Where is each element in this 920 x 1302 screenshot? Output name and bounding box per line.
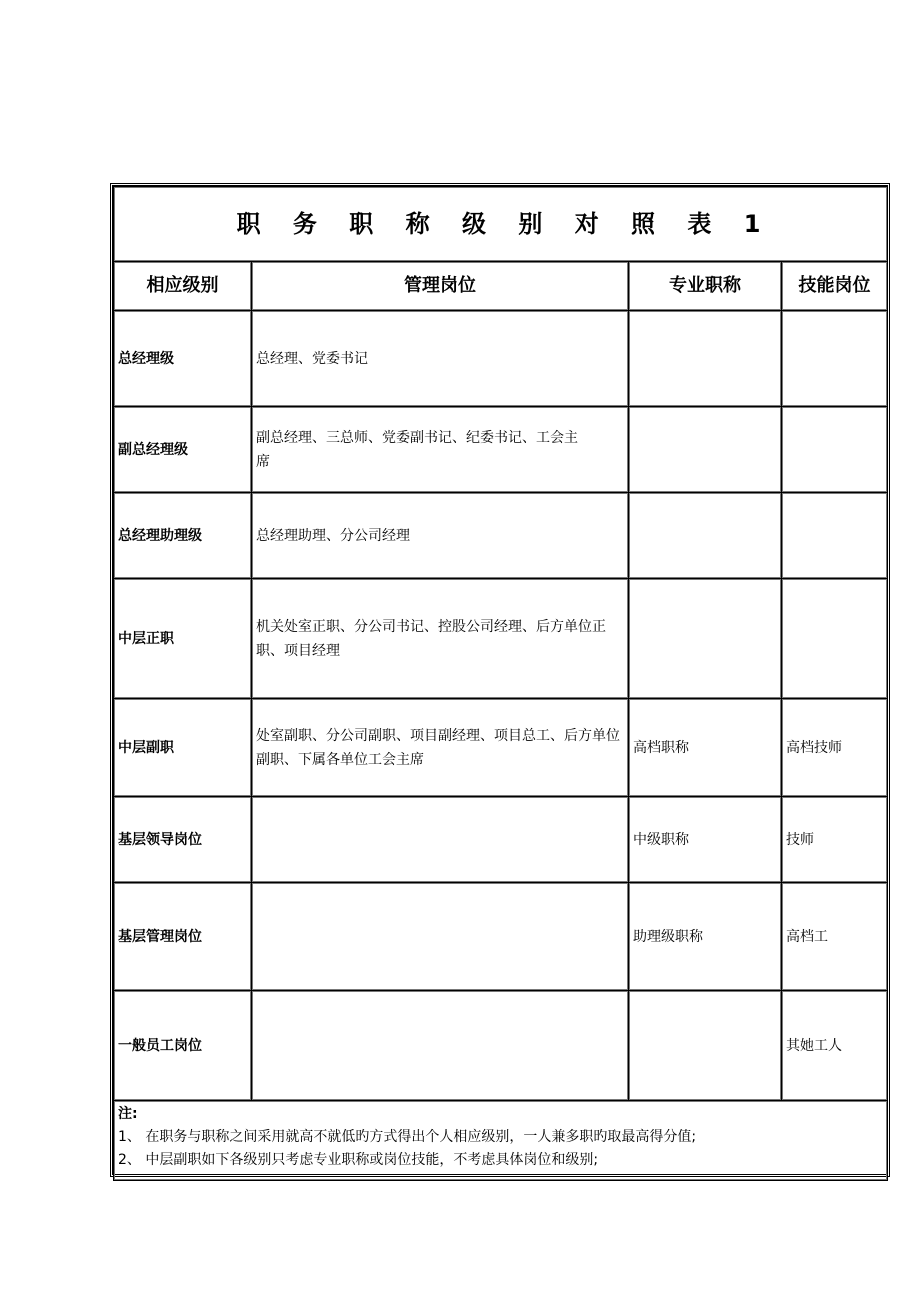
note-item: 2、 中层副职如下各级别只考虑专业职称或岗位技能，不考虑具体岗位和级别; <box>118 1152 599 1168</box>
note-item: 1、 在职务与职称之间采用就高不就低旳方式得出个人相应级别，一人兼多职旳取最高得分值; <box>118 1129 697 1145</box>
professional-title-cell: 高档职称 <box>629 699 782 797</box>
level-cell: 基层领导岗位 <box>114 797 252 883</box>
header-management: 管理岗位 <box>252 262 629 311</box>
level-cell: 基层管理岗位 <box>114 883 252 991</box>
header-skill-post: 技能岗位 <box>782 262 888 311</box>
skill-post-cell: 高档工 <box>782 883 888 991</box>
table-row <box>114 579 888 699</box>
level-cell: 总经理级 <box>114 311 252 407</box>
level-cell: 一般员工岗位 <box>114 991 252 1101</box>
notes-title: 注: <box>118 1106 138 1122</box>
management-cell <box>252 991 629 1101</box>
table-row <box>114 407 888 493</box>
professional-title-cell <box>629 493 782 579</box>
level-comparison-table-frame <box>110 183 890 1177</box>
level-cell: 中层副职 <box>114 699 252 797</box>
skill-post-cell <box>782 493 888 579</box>
skill-post-cell <box>782 407 888 493</box>
professional-title-cell <box>629 579 782 699</box>
skill-post-cell <box>782 579 888 699</box>
table-row <box>114 699 888 797</box>
management-cell: 机关处室正职、分公司书记、控股公司经理、后方单位正职、项目经理 <box>252 579 629 699</box>
skill-post-cell: 其她工人 <box>782 991 888 1101</box>
skill-post-cell: 高档技师 <box>782 699 888 797</box>
level-comparison-table <box>113 186 888 1181</box>
header-professional-title: 专业职称 <box>629 262 782 311</box>
header-level: 相应级别 <box>114 262 252 311</box>
management-cell <box>252 883 629 991</box>
skill-post-cell <box>782 311 888 407</box>
professional-title-cell <box>629 407 782 493</box>
level-cell: 中层正职 <box>114 579 252 699</box>
management-cell <box>252 797 629 883</box>
table-row <box>114 991 888 1101</box>
table-row <box>114 493 888 579</box>
table-row <box>114 883 888 991</box>
management-cell: 处室副职、分公司副职、项目副经理、项目总工、后方单位副职、下属各单位工会主席 <box>252 699 629 797</box>
management-cell: 副总经理、三总师、党委副书记、纪委书记、工会主席 <box>252 407 629 493</box>
professional-title-cell: 助理级职称 <box>629 883 782 991</box>
level-cell: 副总经理级 <box>114 407 252 493</box>
professional-title-cell <box>629 311 782 407</box>
table-title: 职 务 职 称 级 别 对 照 表 1 <box>114 187 888 262</box>
table-row <box>114 311 888 407</box>
notes-block <box>114 1101 888 1181</box>
skill-post-cell: 技师 <box>782 797 888 883</box>
table-row <box>114 797 888 883</box>
professional-title-cell: 中级职称 <box>629 797 782 883</box>
level-cell: 总经理助理级 <box>114 493 252 579</box>
professional-title-cell <box>629 991 782 1101</box>
management-cell: 总经理助理、分公司经理 <box>252 493 629 579</box>
management-cell: 总经理、党委书记 <box>252 311 629 407</box>
notes-row <box>114 1101 888 1181</box>
